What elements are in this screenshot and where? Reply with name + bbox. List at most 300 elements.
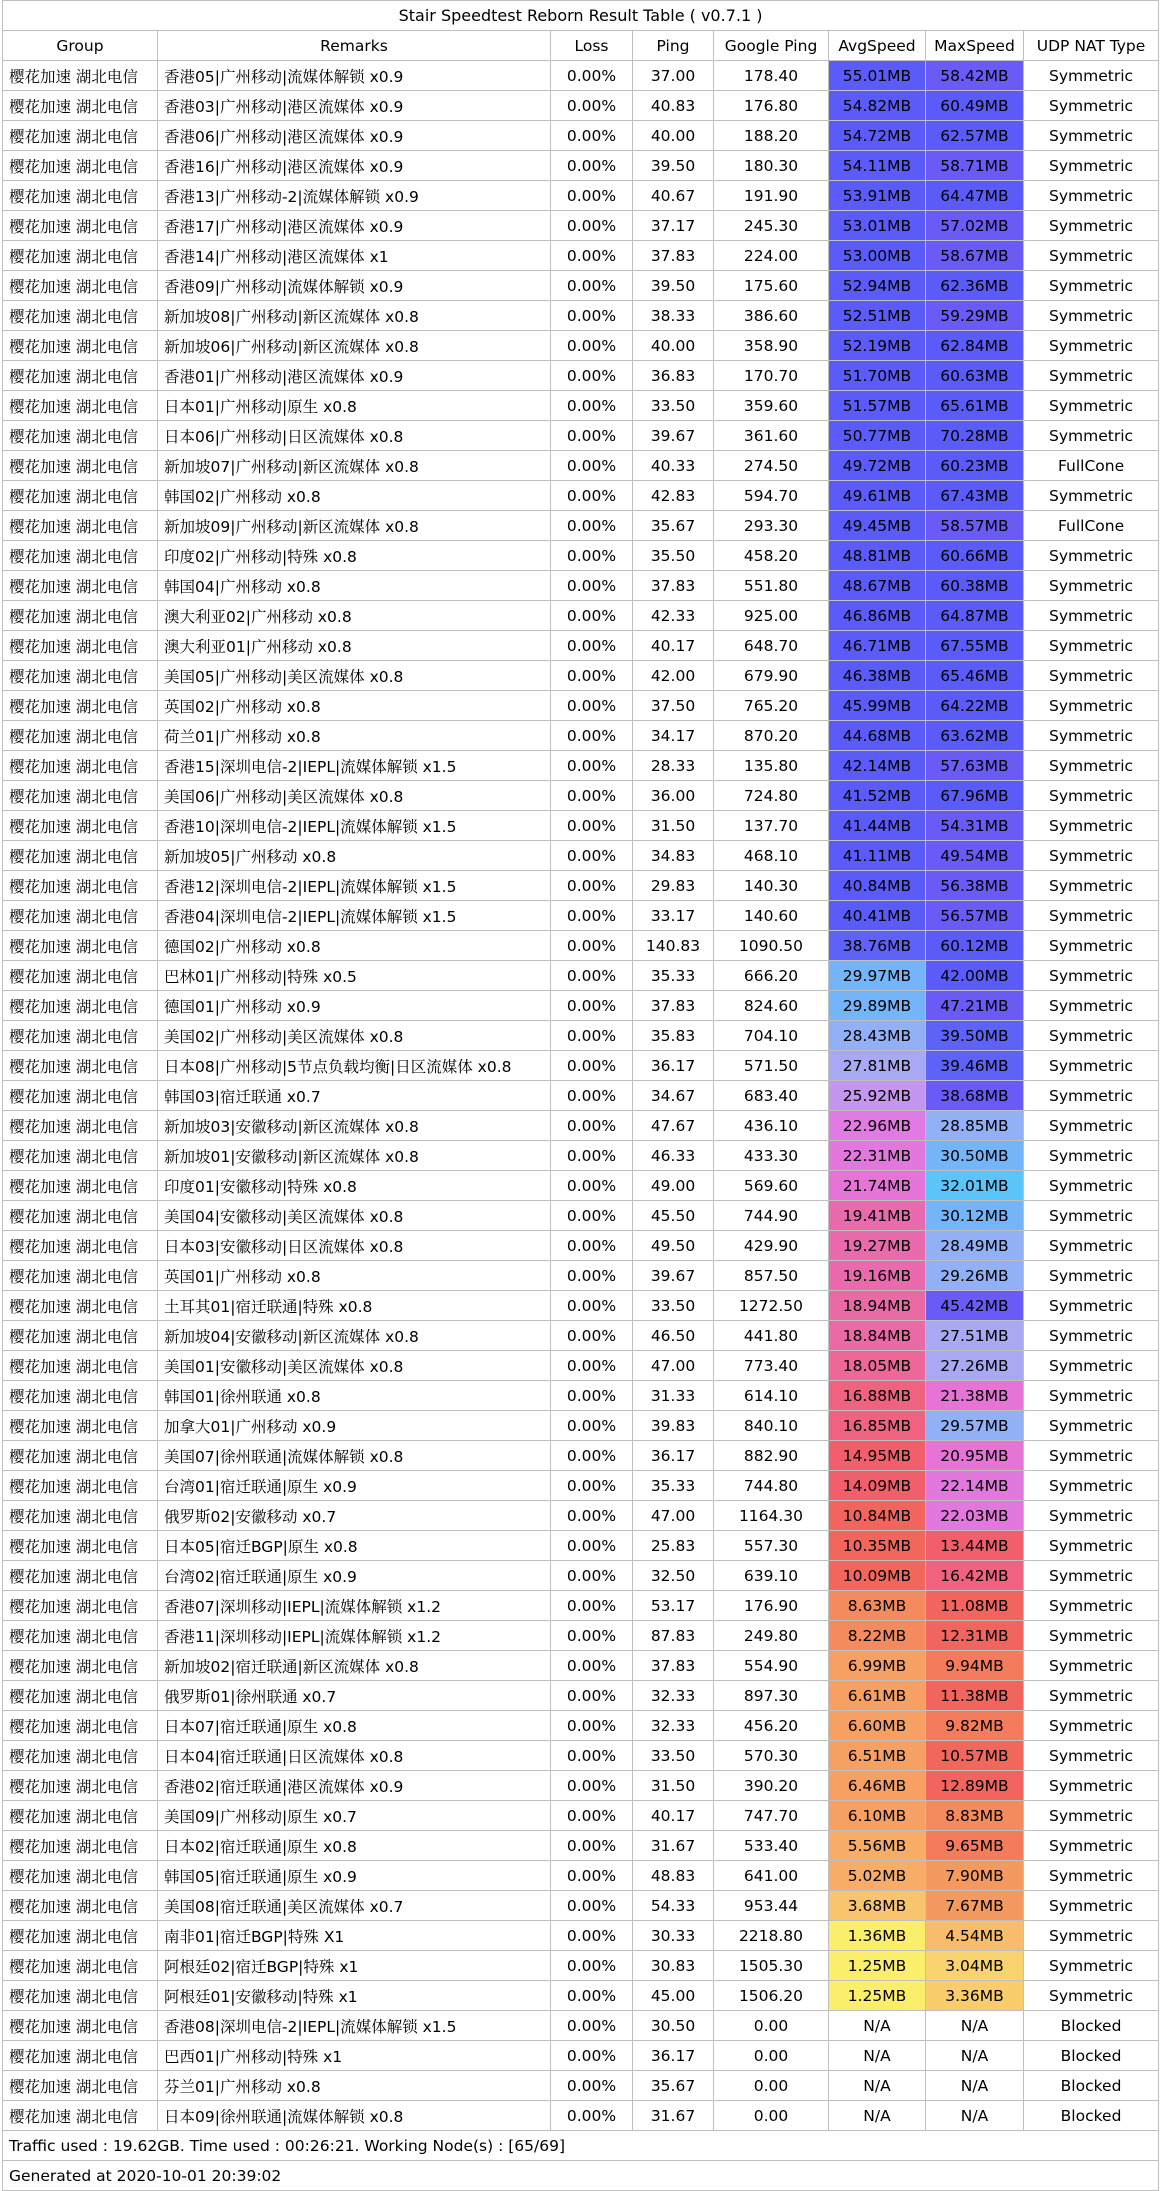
ping-cell: 54.33 (633, 1891, 714, 1921)
loss-cell: 0.00% (551, 1651, 633, 1681)
table-row (3, 1981, 1159, 2011)
loss-cell: 0.00% (551, 1231, 633, 1261)
avg-speed-cell: 5.02MB (829, 1861, 926, 1891)
ping-cell: 40.17 (633, 631, 714, 661)
group-cell: 樱花加速 湖北电信 (3, 991, 158, 1021)
loss-cell: 0.00% (551, 1561, 633, 1591)
table-row (3, 361, 1159, 391)
udp-nat-type-cell: Symmetric (1024, 1381, 1159, 1411)
google-ping-cell: 747.70 (714, 1801, 829, 1831)
google-ping-cell: 456.20 (714, 1711, 829, 1741)
header-avg-speed: AvgSpeed (829, 31, 926, 61)
avg-speed-cell: 6.99MB (829, 1651, 926, 1681)
ping-cell: 25.83 (633, 1531, 714, 1561)
group-cell: 樱花加速 湖北电信 (3, 331, 158, 361)
group-cell: 樱花加速 湖北电信 (3, 61, 158, 91)
udp-nat-type-cell: Symmetric (1024, 1651, 1159, 1681)
group-cell: 樱花加速 湖北电信 (3, 1171, 158, 1201)
ping-cell: 37.83 (633, 1651, 714, 1681)
loss-cell: 0.00% (551, 1921, 633, 1951)
ping-cell: 40.67 (633, 181, 714, 211)
google-ping-cell: 176.80 (714, 91, 829, 121)
loss-cell: 0.00% (551, 1801, 633, 1831)
table-row (3, 1771, 1159, 1801)
google-ping-cell: 359.60 (714, 391, 829, 421)
udp-nat-type-cell: Symmetric (1024, 1861, 1159, 1891)
table-row (3, 211, 1159, 241)
avg-speed-cell: 19.16MB (829, 1261, 926, 1291)
avg-speed-cell: 53.00MB (829, 241, 926, 271)
udp-nat-type-cell: Symmetric (1024, 1171, 1159, 1201)
table-body (3, 61, 1159, 2131)
udp-nat-type-cell: Symmetric (1024, 1951, 1159, 1981)
remarks-cell: 德国01|广州移动 x0.9 (158, 991, 551, 1021)
ping-cell: 34.83 (633, 841, 714, 871)
ping-cell: 48.83 (633, 1861, 714, 1891)
google-ping-cell: 170.70 (714, 361, 829, 391)
ping-cell: 39.67 (633, 421, 714, 451)
udp-nat-type-cell: Symmetric (1024, 961, 1159, 991)
remarks-cell: 韩国03|宿迁联通 x0.7 (158, 1081, 551, 1111)
google-ping-cell: 557.30 (714, 1531, 829, 1561)
ping-cell: 33.50 (633, 1291, 714, 1321)
google-ping-cell: 188.20 (714, 121, 829, 151)
table-row (3, 1561, 1159, 1591)
group-cell: 樱花加速 湖北电信 (3, 1051, 158, 1081)
avg-speed-cell: 48.81MB (829, 541, 926, 571)
avg-speed-cell: 1.25MB (829, 1951, 926, 1981)
google-ping-cell: 724.80 (714, 781, 829, 811)
max-speed-cell: 59.29MB (926, 301, 1024, 331)
remarks-cell: 日本05|宿迁BGP|原生 x0.8 (158, 1531, 551, 1561)
group-cell: 樱花加速 湖北电信 (3, 571, 158, 601)
remarks-cell: 香港15|深圳电信-2|IEPL|流媒体解锁 x1.5 (158, 751, 551, 781)
max-speed-cell: 13.44MB (926, 1531, 1024, 1561)
ping-cell: 40.00 (633, 331, 714, 361)
group-cell: 樱花加速 湖北电信 (3, 2071, 158, 2101)
remarks-cell: 香港09|广州移动|流媒体解锁 x0.9 (158, 271, 551, 301)
google-ping-cell: 249.80 (714, 1621, 829, 1651)
max-speed-cell: 63.62MB (926, 721, 1024, 751)
header-max-speed: MaxSpeed (926, 31, 1024, 61)
udp-nat-type-cell: Symmetric (1024, 121, 1159, 151)
group-cell: 樱花加速 湖北电信 (3, 241, 158, 271)
group-cell: 樱花加速 湖北电信 (3, 2041, 158, 2071)
table-row (3, 1621, 1159, 1651)
avg-speed-cell: 1.36MB (829, 1921, 926, 1951)
udp-nat-type-cell: Symmetric (1024, 1051, 1159, 1081)
loss-cell: 0.00% (551, 91, 633, 121)
google-ping-cell: 551.80 (714, 571, 829, 601)
loss-cell: 0.00% (551, 1981, 633, 2011)
table-row (3, 1741, 1159, 1771)
loss-cell: 0.00% (551, 2101, 633, 2131)
table-row (3, 691, 1159, 721)
table-row (3, 1291, 1159, 1321)
google-ping-cell: 857.50 (714, 1261, 829, 1291)
table-row (3, 391, 1159, 421)
udp-nat-type-cell: Symmetric (1024, 1111, 1159, 1141)
remarks-cell: 阿根廷01|安徽移动|特殊 x1 (158, 1981, 551, 2011)
table-row (3, 1471, 1159, 1501)
avg-speed-cell: 6.60MB (829, 1711, 926, 1741)
avg-speed-cell: 14.95MB (829, 1441, 926, 1471)
max-speed-cell: 62.36MB (926, 271, 1024, 301)
table-row (3, 181, 1159, 211)
max-speed-cell: 45.42MB (926, 1291, 1024, 1321)
udp-nat-type-cell: Symmetric (1024, 781, 1159, 811)
udp-nat-type-cell: Symmetric (1024, 541, 1159, 571)
udp-nat-type-cell: Symmetric (1024, 271, 1159, 301)
google-ping-cell: 1090.50 (714, 931, 829, 961)
group-cell: 樱花加速 湖北电信 (3, 1381, 158, 1411)
group-cell: 樱花加速 湖北电信 (3, 1141, 158, 1171)
avg-speed-cell: 3.68MB (829, 1891, 926, 1921)
max-speed-cell: 20.95MB (926, 1441, 1024, 1471)
table-row (3, 1021, 1159, 1051)
group-cell: 樱花加速 湖北电信 (3, 421, 158, 451)
max-speed-cell: 3.36MB (926, 1981, 1024, 2011)
ping-cell: 31.67 (633, 1831, 714, 1861)
group-cell: 樱花加速 湖北电信 (3, 1411, 158, 1441)
group-cell: 樱花加速 湖北电信 (3, 1861, 158, 1891)
loss-cell: 0.00% (551, 571, 633, 601)
loss-cell: 0.00% (551, 1861, 633, 1891)
ping-cell: 40.17 (633, 1801, 714, 1831)
loss-cell: 0.00% (551, 181, 633, 211)
avg-speed-cell: 8.63MB (829, 1591, 926, 1621)
ping-cell: 28.33 (633, 751, 714, 781)
loss-cell: 0.00% (551, 1831, 633, 1861)
avg-speed-cell: 41.11MB (829, 841, 926, 871)
max-speed-cell: 27.26MB (926, 1351, 1024, 1381)
ping-cell: 37.17 (633, 211, 714, 241)
group-cell: 樱花加速 湖北电信 (3, 181, 158, 211)
group-cell: 樱花加速 湖北电信 (3, 1351, 158, 1381)
remarks-cell: 日本07|宿迁联通|原生 x0.8 (158, 1711, 551, 1741)
table-row (3, 781, 1159, 811)
udp-nat-type-cell: Symmetric (1024, 1201, 1159, 1231)
ping-cell: 140.83 (633, 931, 714, 961)
google-ping-cell: 533.40 (714, 1831, 829, 1861)
group-cell: 樱花加速 湖北电信 (3, 1561, 158, 1591)
avg-speed-cell: 10.84MB (829, 1501, 926, 1531)
loss-cell: 0.00% (551, 481, 633, 511)
ping-cell: 31.50 (633, 1771, 714, 1801)
loss-cell: 0.00% (551, 1261, 633, 1291)
udp-nat-type-cell: Symmetric (1024, 691, 1159, 721)
avg-speed-cell: 18.84MB (829, 1321, 926, 1351)
table-row (3, 1261, 1159, 1291)
table-row (3, 1141, 1159, 1171)
ping-cell: 42.33 (633, 601, 714, 631)
google-ping-cell: 361.60 (714, 421, 829, 451)
loss-cell: 0.00% (551, 241, 633, 271)
google-ping-cell: 840.10 (714, 1411, 829, 1441)
group-cell: 樱花加速 湖北电信 (3, 151, 158, 181)
ping-cell: 35.67 (633, 2071, 714, 2101)
udp-nat-type-cell: Symmetric (1024, 1411, 1159, 1441)
remarks-cell: 新加坡08|广州移动|新区流媒体 x0.8 (158, 301, 551, 331)
remarks-cell: 香港01|广州移动|港区流媒体 x0.9 (158, 361, 551, 391)
udp-nat-type-cell: Symmetric (1024, 301, 1159, 331)
max-speed-cell: N/A (926, 2041, 1024, 2071)
loss-cell: 0.00% (551, 1381, 633, 1411)
avg-speed-cell: 18.94MB (829, 1291, 926, 1321)
google-ping-cell: 0.00 (714, 2071, 829, 2101)
remarks-cell: 美国04|安徽移动|美区流媒体 x0.8 (158, 1201, 551, 1231)
udp-nat-type-cell: Symmetric (1024, 211, 1159, 241)
group-cell: 樱花加速 湖北电信 (3, 1951, 158, 1981)
max-speed-cell: 47.21MB (926, 991, 1024, 1021)
max-speed-cell: 49.54MB (926, 841, 1024, 871)
remarks-cell: 韩国05|宿迁联通|原生 x0.9 (158, 1861, 551, 1891)
google-ping-cell: 468.10 (714, 841, 829, 871)
group-cell: 樱花加速 湖北电信 (3, 631, 158, 661)
table-row (3, 961, 1159, 991)
header-group: Group (3, 31, 158, 61)
udp-nat-type-cell: Symmetric (1024, 1591, 1159, 1621)
udp-nat-type-cell: Symmetric (1024, 1981, 1159, 2011)
loss-cell: 0.00% (551, 1531, 633, 1561)
remarks-cell: 台湾01|宿迁联通|原生 x0.9 (158, 1471, 551, 1501)
loss-cell: 0.00% (551, 211, 633, 241)
udp-nat-type-cell: Symmetric (1024, 601, 1159, 631)
max-speed-cell: 60.66MB (926, 541, 1024, 571)
google-ping-cell: 1272.50 (714, 1291, 829, 1321)
max-speed-cell: 30.12MB (926, 1201, 1024, 1231)
group-cell: 樱花加速 湖北电信 (3, 211, 158, 241)
udp-nat-type-cell: Symmetric (1024, 391, 1159, 421)
remarks-cell: 日本03|安徽移动|日区流媒体 x0.8 (158, 1231, 551, 1261)
udp-nat-type-cell: Symmetric (1024, 1531, 1159, 1561)
ping-cell: 36.17 (633, 2041, 714, 2071)
udp-nat-type-cell: Blocked (1024, 2071, 1159, 2101)
max-speed-cell: 60.12MB (926, 931, 1024, 961)
remarks-cell: 巴西01|广州移动|特殊 x1 (158, 2041, 551, 2071)
google-ping-cell: 683.40 (714, 1081, 829, 1111)
udp-nat-type-cell: Symmetric (1024, 1291, 1159, 1321)
group-cell: 樱花加速 湖北电信 (3, 91, 158, 121)
group-cell: 樱花加速 湖北电信 (3, 841, 158, 871)
remarks-cell: 英国01|广州移动 x0.8 (158, 1261, 551, 1291)
table-row (3, 1921, 1159, 1951)
table-row (3, 1861, 1159, 1891)
remarks-cell: 美国01|安徽移动|美区流媒体 x0.8 (158, 1351, 551, 1381)
google-ping-cell: 224.00 (714, 241, 829, 271)
google-ping-cell: 140.60 (714, 901, 829, 931)
udp-nat-type-cell: Symmetric (1024, 1471, 1159, 1501)
google-ping-cell: 773.40 (714, 1351, 829, 1381)
table-row (3, 421, 1159, 451)
loss-cell: 0.00% (551, 61, 633, 91)
udp-nat-type-cell: Symmetric (1024, 331, 1159, 361)
google-ping-cell: 824.60 (714, 991, 829, 1021)
group-cell: 樱花加速 湖北电信 (3, 1081, 158, 1111)
loss-cell: 0.00% (551, 511, 633, 541)
group-cell: 樱花加速 湖北电信 (3, 661, 158, 691)
group-cell: 樱花加速 湖北电信 (3, 1321, 158, 1351)
remarks-cell: 香港05|广州移动|流媒体解锁 x0.9 (158, 61, 551, 91)
group-cell: 樱花加速 湖北电信 (3, 601, 158, 631)
udp-nat-type-cell: Symmetric (1024, 871, 1159, 901)
udp-nat-type-cell: Symmetric (1024, 721, 1159, 751)
udp-nat-type-cell: Symmetric (1024, 811, 1159, 841)
max-speed-cell: 16.42MB (926, 1561, 1024, 1591)
google-ping-cell: 648.70 (714, 631, 829, 661)
remarks-cell: 香港12|深圳电信-2|IEPL|流媒体解锁 x1.5 (158, 871, 551, 901)
ping-cell: 47.00 (633, 1501, 714, 1531)
max-speed-cell: 11.08MB (926, 1591, 1024, 1621)
remarks-cell: 美国06|广州移动|美区流媒体 x0.8 (158, 781, 551, 811)
remarks-cell: 日本04|宿迁联通|日区流媒体 x0.8 (158, 1741, 551, 1771)
ping-cell: 32.33 (633, 1711, 714, 1741)
avg-speed-cell: 10.35MB (829, 1531, 926, 1561)
table-row (3, 1111, 1159, 1141)
table-row (3, 241, 1159, 271)
table-row (3, 2041, 1159, 2071)
max-speed-cell: 60.49MB (926, 91, 1024, 121)
loss-cell: 0.00% (551, 751, 633, 781)
ping-cell: 38.33 (633, 301, 714, 331)
group-cell: 樱花加速 湖北电信 (3, 481, 158, 511)
remarks-cell: 美国02|广州移动|美区流媒体 x0.8 (158, 1021, 551, 1051)
table-row (3, 2011, 1159, 2041)
google-ping-cell: 0.00 (714, 2101, 829, 2131)
loss-cell: 0.00% (551, 1111, 633, 1141)
table-row (3, 541, 1159, 571)
generated-at: Generated at 2020-10-01 20:39:02 (3, 2161, 1159, 2191)
google-ping-cell: 765.20 (714, 691, 829, 721)
google-ping-cell: 274.50 (714, 451, 829, 481)
group-cell: 樱花加速 湖北电信 (3, 1531, 158, 1561)
avg-speed-cell: 28.43MB (829, 1021, 926, 1051)
table-row (3, 601, 1159, 631)
loss-cell: 0.00% (551, 1591, 633, 1621)
ping-cell: 33.50 (633, 1741, 714, 1771)
avg-speed-cell: 55.01MB (829, 61, 926, 91)
table-row (3, 571, 1159, 601)
udp-nat-type-cell: Symmetric (1024, 421, 1159, 451)
max-speed-cell: 64.47MB (926, 181, 1024, 211)
remarks-cell: 新加坡04|安徽移动|新区流媒体 x0.8 (158, 1321, 551, 1351)
max-speed-cell: 8.83MB (926, 1801, 1024, 1831)
avg-speed-cell: 52.94MB (829, 271, 926, 301)
loss-cell: 0.00% (551, 1891, 633, 1921)
table-row (3, 2101, 1159, 2131)
avg-speed-cell: 40.41MB (829, 901, 926, 931)
group-cell: 樱花加速 湖北电信 (3, 1501, 158, 1531)
group-cell: 樱花加速 湖北电信 (3, 871, 158, 901)
udp-nat-type-cell: Symmetric (1024, 61, 1159, 91)
google-ping-cell: 639.10 (714, 1561, 829, 1591)
google-ping-cell: 358.90 (714, 331, 829, 361)
udp-nat-type-cell: Symmetric (1024, 1081, 1159, 1111)
max-speed-cell: 54.31MB (926, 811, 1024, 841)
loss-cell: 0.00% (551, 1171, 633, 1201)
group-cell: 樱花加速 湖北电信 (3, 1201, 158, 1231)
ping-cell: 30.83 (633, 1951, 714, 1981)
ping-cell: 31.50 (633, 811, 714, 841)
group-cell: 樱花加速 湖北电信 (3, 1291, 158, 1321)
max-speed-cell: 29.26MB (926, 1261, 1024, 1291)
ping-cell: 47.00 (633, 1351, 714, 1381)
avg-speed-cell: 29.97MB (829, 961, 926, 991)
ping-cell: 49.50 (633, 1231, 714, 1261)
avg-speed-cell: 6.61MB (829, 1681, 926, 1711)
avg-speed-cell: 25.92MB (829, 1081, 926, 1111)
loss-cell: 0.00% (551, 991, 633, 1021)
ping-cell: 47.67 (633, 1111, 714, 1141)
max-speed-cell: 57.02MB (926, 211, 1024, 241)
max-speed-cell: 57.63MB (926, 751, 1024, 781)
remarks-cell: 香港16|广州移动|港区流媒体 x0.9 (158, 151, 551, 181)
avg-speed-cell: 46.71MB (829, 631, 926, 661)
ping-cell: 36.17 (633, 1051, 714, 1081)
ping-cell: 31.67 (633, 2101, 714, 2131)
avg-speed-cell: 42.14MB (829, 751, 926, 781)
remarks-cell: 新加坡01|安徽移动|新区流媒体 x0.8 (158, 1141, 551, 1171)
table-row (3, 811, 1159, 841)
header-google-ping: Google Ping (714, 31, 829, 61)
avg-speed-cell: 16.88MB (829, 1381, 926, 1411)
google-ping-cell: 0.00 (714, 2041, 829, 2071)
ping-cell: 34.67 (633, 1081, 714, 1111)
loss-cell: 0.00% (551, 421, 633, 451)
table-row (3, 1531, 1159, 1561)
group-cell: 樱花加速 湖北电信 (3, 1621, 158, 1651)
group-cell: 樱花加速 湖北电信 (3, 271, 158, 301)
max-speed-cell: 58.57MB (926, 511, 1024, 541)
ping-cell: 35.67 (633, 511, 714, 541)
table-row (3, 991, 1159, 1021)
avg-speed-cell: 40.84MB (829, 871, 926, 901)
max-speed-cell: 62.57MB (926, 121, 1024, 151)
remarks-cell: 日本02|宿迁联通|原生 x0.8 (158, 1831, 551, 1861)
group-cell: 樱花加速 湖北电信 (3, 1591, 158, 1621)
udp-nat-type-cell: Symmetric (1024, 1681, 1159, 1711)
udp-nat-type-cell: Symmetric (1024, 91, 1159, 121)
avg-speed-cell: 16.85MB (829, 1411, 926, 1441)
max-speed-cell: N/A (926, 2011, 1024, 2041)
ping-cell: 35.50 (633, 541, 714, 571)
remarks-cell: 美国07|徐州联通|流媒体解锁 x0.8 (158, 1441, 551, 1471)
table-row (3, 1681, 1159, 1711)
udp-nat-type-cell: Symmetric (1024, 631, 1159, 661)
avg-speed-cell: N/A (829, 2071, 926, 2101)
avg-speed-cell: 46.38MB (829, 661, 926, 691)
loss-cell: 0.00% (551, 1051, 633, 1081)
ping-cell: 45.00 (633, 1981, 714, 2011)
max-speed-cell: 58.67MB (926, 241, 1024, 271)
max-speed-cell: 10.57MB (926, 1741, 1024, 1771)
remarks-cell: 香港14|广州移动|港区流媒体 x1 (158, 241, 551, 271)
loss-cell: 0.00% (551, 1201, 633, 1231)
avg-speed-cell: 27.81MB (829, 1051, 926, 1081)
google-ping-cell: 744.90 (714, 1201, 829, 1231)
group-cell: 樱花加速 湖北电信 (3, 751, 158, 781)
avg-speed-cell: 53.01MB (829, 211, 926, 241)
max-speed-cell: 28.85MB (926, 1111, 1024, 1141)
loss-cell: 0.00% (551, 1021, 633, 1051)
avg-speed-cell: 14.09MB (829, 1471, 926, 1501)
ping-cell: 32.33 (633, 1681, 714, 1711)
header-ping: Ping (633, 31, 714, 61)
max-speed-cell: 9.65MB (926, 1831, 1024, 1861)
google-ping-cell: 140.30 (714, 871, 829, 901)
remarks-cell: 澳大利亚01|广州移动 x0.8 (158, 631, 551, 661)
google-ping-cell: 666.20 (714, 961, 829, 991)
